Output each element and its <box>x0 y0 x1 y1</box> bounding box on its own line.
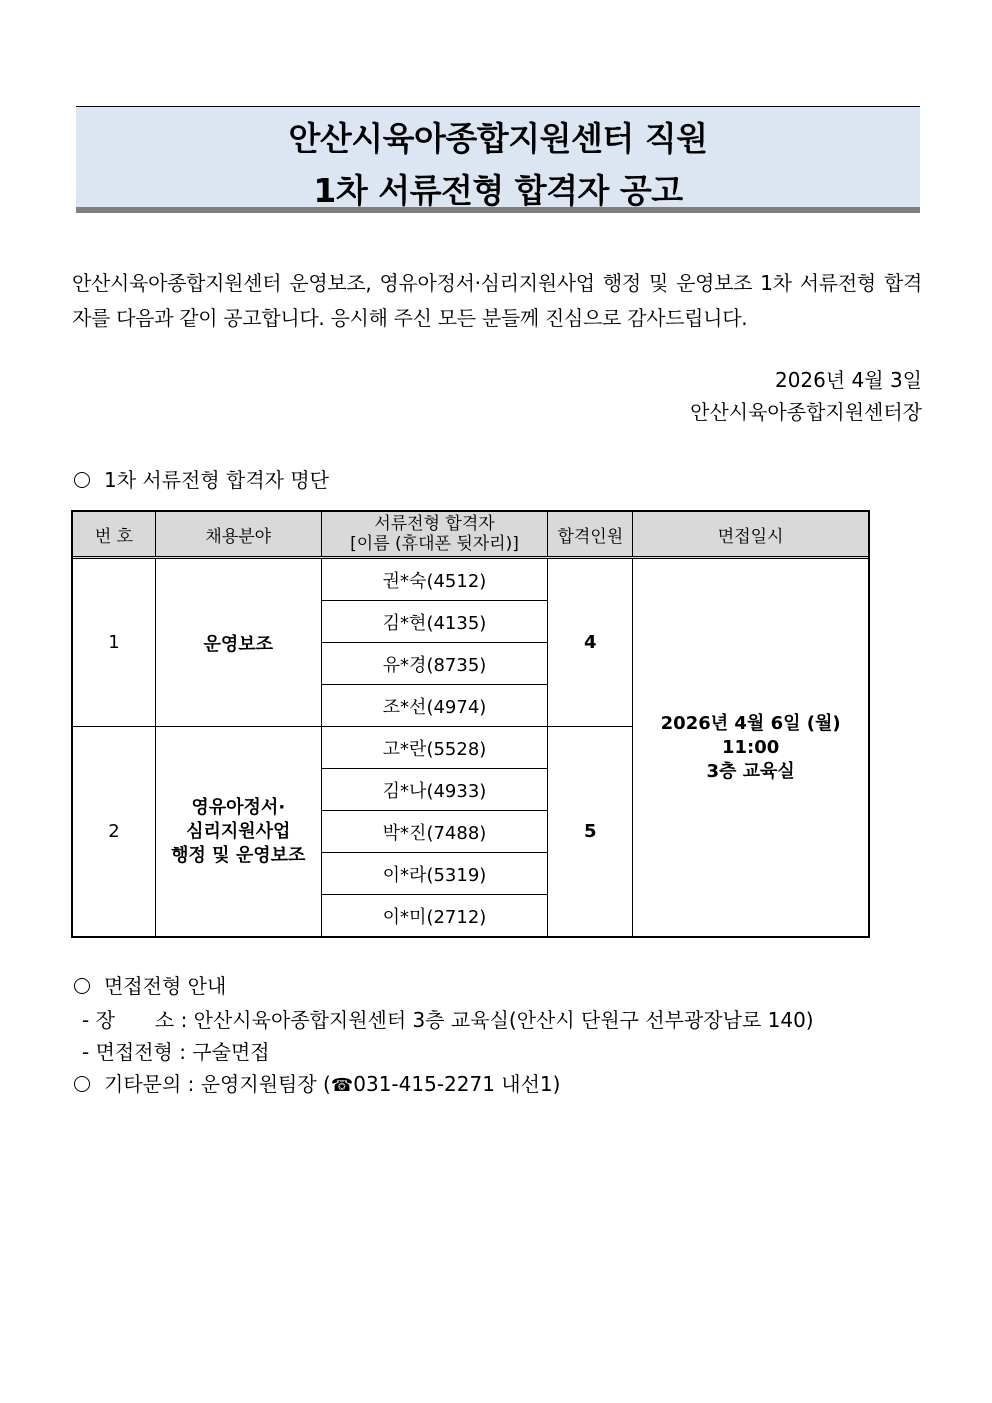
type-key: - 면접전형 : <box>82 1040 186 1064</box>
notice-date: 2026년 4월 3일 <box>774 368 922 392</box>
group-no: 2 <box>73 727 156 937</box>
passer-cell: 이*라(5319) <box>321 853 548 895</box>
passer-cell: 권*숙(4512) <box>321 558 548 601</box>
section-interview-title: 면접전형 안내 <box>104 974 227 998</box>
passer-cell: 조*선(4974) <box>321 685 548 727</box>
title-box <box>76 106 920 213</box>
group-no: 1 <box>73 558 156 727</box>
circle-bullet-icon <box>74 978 90 994</box>
group-field-line: 행정 및 운영보조 <box>171 844 306 866</box>
header-passer-line1: 서류전형 합격자 <box>374 514 495 534</box>
table-row <box>73 558 869 601</box>
intro-paragraph: 안산시육아종합지원센터 운영보조, 영유아정서·심리지원사업 행정 및 운영보조 1차 서류전형 합격자를 다음과 같이 공고합니다. 응시해 주신 모든 분들께 진심으로 감사드립니다. <box>72 271 922 330</box>
circle-bullet-icon <box>74 1076 90 1092</box>
interview-date: 2026년 4월 6일 (월) <box>660 712 841 734</box>
header-no: 번 호 <box>73 512 156 558</box>
group-count: 5 <box>548 727 633 937</box>
place-value: 안산시육아종합지원센터 3층 교육실(안산시 단원구 선부광장남로 140) <box>193 1008 814 1032</box>
passer-cell: 김*나(4933) <box>321 769 548 811</box>
circle-bullet-icon <box>74 472 90 488</box>
header-count: 합격인원 <box>548 512 633 558</box>
passer-cell: 유*경(8735) <box>321 643 548 685</box>
header-passer <box>321 512 548 558</box>
table-header-row <box>73 512 869 558</box>
header-field: 채용분야 <box>155 512 321 558</box>
passer-cell: 고*란(5528) <box>321 727 548 769</box>
passer-cell: 이*미(2712) <box>321 895 548 937</box>
header-interview: 면접일시 <box>633 512 869 558</box>
contact-label: 기타문의 : 운영지원팀장 ( <box>104 1072 331 1096</box>
group-count: 4 <box>548 558 633 727</box>
header-passer-line2: [이름 (휴대폰 뒷자리)] <box>350 534 519 554</box>
group-field <box>155 727 321 937</box>
phone-icon: ☎ <box>330 1075 354 1096</box>
section-passers-title: 1차 서류전형 합격자 명단 <box>104 468 329 492</box>
interview-type-line <box>82 1036 270 1065</box>
passers-table <box>72 511 869 937</box>
place-key: - 장 소 : <box>82 1008 188 1032</box>
type-value: 구술면접 <box>192 1040 270 1064</box>
interview-time: 11:00 <box>721 736 780 758</box>
section-interview-heading <box>72 970 226 999</box>
interview-place-line <box>82 1004 814 1033</box>
interview-schedule <box>633 558 869 937</box>
section-passers-heading <box>72 464 329 493</box>
issuer: 안산시육아종합지원센터장 <box>690 400 922 424</box>
page-title-line2: 1차 서류전형 합격자 공고 <box>313 171 683 210</box>
group-field: 운영보조 <box>155 558 321 727</box>
passer-cell: 김*현(4135) <box>321 601 548 643</box>
interview-place: 3층 교육실 <box>706 760 795 782</box>
passer-cell: 박*진(7488) <box>321 811 548 853</box>
group-field-line: 심리지원사업 <box>186 820 291 842</box>
page-title-line1: 안산시육아종합지원센터 직원 <box>288 119 708 158</box>
section-contact <box>72 1068 560 1097</box>
group-field-line: 영유아정서· <box>191 796 286 818</box>
contact-phone: 031-415-2271 내선1) <box>353 1072 561 1096</box>
